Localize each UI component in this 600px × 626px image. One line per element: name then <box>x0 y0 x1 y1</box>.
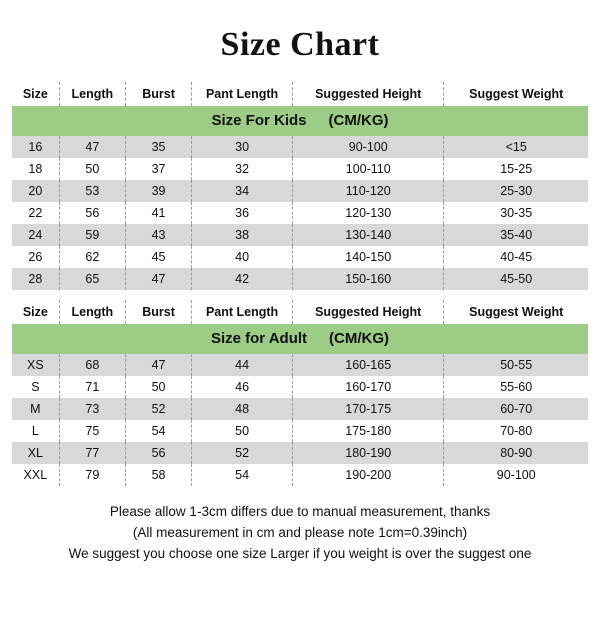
cell-pant-length: 30 <box>192 136 293 158</box>
cell-size: 24 <box>12 224 59 246</box>
cell-length: 65 <box>59 268 125 290</box>
adult-col-pant-length: Pant Length <box>192 300 293 324</box>
cell-pant-length: 54 <box>192 464 293 486</box>
adult-col-burst: Burst <box>125 300 191 324</box>
table-row <box>12 202 588 224</box>
cell-pant-length: 40 <box>192 246 293 268</box>
cell-size: M <box>12 398 59 420</box>
cell-weight: <15 <box>444 136 588 158</box>
cell-length: 77 <box>59 442 125 464</box>
kids-col-pant-length: Pant Length <box>192 82 293 106</box>
kids-col-size: Size <box>12 82 59 106</box>
cell-height: 100-110 <box>292 158 443 180</box>
note-line-2: (All measurement in cm and please note 1cm=0.39inch) <box>132 525 468 540</box>
cell-pant-length: 44 <box>192 354 293 376</box>
cell-pant-length: 34 <box>192 180 293 202</box>
kids-size-table <box>12 82 588 290</box>
cell-burst: 50 <box>125 376 191 398</box>
cell-height: 160-170 <box>292 376 443 398</box>
cell-weight: 80-90 <box>444 442 588 464</box>
cell-length: 53 <box>59 180 125 202</box>
cell-pant-length: 36 <box>192 202 293 224</box>
adult-col-suggested-height: Suggested Height <box>292 300 443 324</box>
note-line-1: Please allow 1-3cm differs due to manual measurement, thanks <box>109 504 491 519</box>
notes-section <box>12 504 588 561</box>
cell-height: 110-120 <box>292 180 443 202</box>
cell-height: 150-160 <box>292 268 443 290</box>
kids-table-band <box>12 106 588 136</box>
kids-col-burst: Burst <box>125 82 191 106</box>
cell-burst: 47 <box>125 354 191 376</box>
kids-band-unit: (CM/KG) <box>328 112 389 129</box>
cell-size: S <box>12 376 59 398</box>
table-row <box>12 180 588 202</box>
cell-burst: 52 <box>125 398 191 420</box>
table-row <box>12 268 588 290</box>
cell-weight: 35-40 <box>444 224 588 246</box>
cell-height: 130-140 <box>292 224 443 246</box>
cell-length: 75 <box>59 420 125 442</box>
cell-size: 26 <box>12 246 59 268</box>
adult-band-unit: (CM/KG) <box>329 330 390 347</box>
cell-height: 140-150 <box>292 246 443 268</box>
cell-weight: 25-30 <box>444 180 588 202</box>
cell-burst: 35 <box>125 136 191 158</box>
cell-size: XXL <box>12 464 59 486</box>
table-row <box>12 246 588 268</box>
table-row <box>12 158 588 180</box>
cell-pant-length: 38 <box>192 224 293 246</box>
cell-length: 71 <box>59 376 125 398</box>
table-row <box>12 376 588 398</box>
kids-table-header <box>12 82 588 106</box>
size-chart-page <box>0 26 600 626</box>
cell-pant-length: 52 <box>192 442 293 464</box>
cell-weight: 45-50 <box>444 268 588 290</box>
cell-weight: 55-60 <box>444 376 588 398</box>
table-row <box>12 420 588 442</box>
cell-size: L <box>12 420 59 442</box>
cell-length: 47 <box>59 136 125 158</box>
adult-size-table <box>12 300 588 486</box>
table-row <box>12 224 588 246</box>
cell-burst: 47 <box>125 268 191 290</box>
cell-size: XL <box>12 442 59 464</box>
kids-band-cell <box>12 106 588 136</box>
cell-length: 56 <box>59 202 125 224</box>
kids-band-title: Size For Kids <box>211 112 307 129</box>
cell-burst: 43 <box>125 224 191 246</box>
kids-col-suggest-weight: Suggest Weight <box>444 82 588 106</box>
adult-table-body <box>12 354 588 486</box>
cell-height: 120-130 <box>292 202 443 224</box>
cell-weight: 90-100 <box>444 464 588 486</box>
cell-height: 160-165 <box>292 354 443 376</box>
cell-weight: 50-55 <box>444 354 588 376</box>
cell-pant-length: 50 <box>192 420 293 442</box>
cell-pant-length: 46 <box>192 376 293 398</box>
kids-table-body <box>12 136 588 290</box>
cell-weight: 40-45 <box>444 246 588 268</box>
cell-height: 90-100 <box>292 136 443 158</box>
cell-burst: 58 <box>125 464 191 486</box>
adult-col-length: Length <box>59 300 125 324</box>
cell-height: 175-180 <box>292 420 443 442</box>
cell-size: 28 <box>12 268 59 290</box>
cell-size: 22 <box>12 202 59 224</box>
adult-band-title: Size for Adult <box>210 330 308 347</box>
cell-burst: 41 <box>125 202 191 224</box>
cell-burst: 39 <box>125 180 191 202</box>
cell-height: 180-190 <box>292 442 443 464</box>
cell-pant-length: 32 <box>192 158 293 180</box>
cell-pant-length: 48 <box>192 398 293 420</box>
cell-length: 59 <box>59 224 125 246</box>
kids-col-suggested-height: Suggested Height <box>292 82 443 106</box>
cell-pant-length: 42 <box>192 268 293 290</box>
kids-col-length: Length <box>59 82 125 106</box>
cell-weight: 60-70 <box>444 398 588 420</box>
adult-table-band <box>12 324 588 354</box>
cell-length: 62 <box>59 246 125 268</box>
cell-burst: 37 <box>125 158 191 180</box>
cell-size: 18 <box>12 158 59 180</box>
cell-weight: 15-25 <box>444 158 588 180</box>
adult-table-header <box>12 300 588 324</box>
cell-length: 50 <box>59 158 125 180</box>
cell-height: 170-175 <box>292 398 443 420</box>
cell-length: 79 <box>59 464 125 486</box>
adult-col-suggest-weight: Suggest Weight <box>444 300 588 324</box>
adult-size-table-block <box>12 300 588 486</box>
cell-size: 20 <box>12 180 59 202</box>
cell-weight: 30-35 <box>444 202 588 224</box>
table-row <box>12 398 588 420</box>
adult-col-size: Size <box>12 300 59 324</box>
table-row <box>12 464 588 486</box>
table-row <box>12 136 588 158</box>
note-line-3: We suggest you choose one size Larger if you weight is over the suggest one <box>68 546 532 561</box>
cell-length: 68 <box>59 354 125 376</box>
cell-burst: 54 <box>125 420 191 442</box>
page-title: Size Chart <box>220 26 380 63</box>
cell-height: 190-200 <box>292 464 443 486</box>
adult-band-cell <box>12 324 588 354</box>
cell-burst: 45 <box>125 246 191 268</box>
cell-size: XS <box>12 354 59 376</box>
table-row <box>12 442 588 464</box>
cell-burst: 56 <box>125 442 191 464</box>
table-row <box>12 354 588 376</box>
cell-weight: 70-80 <box>444 420 588 442</box>
kids-size-table-block <box>12 82 588 290</box>
cell-size: 16 <box>12 136 59 158</box>
cell-length: 73 <box>59 398 125 420</box>
